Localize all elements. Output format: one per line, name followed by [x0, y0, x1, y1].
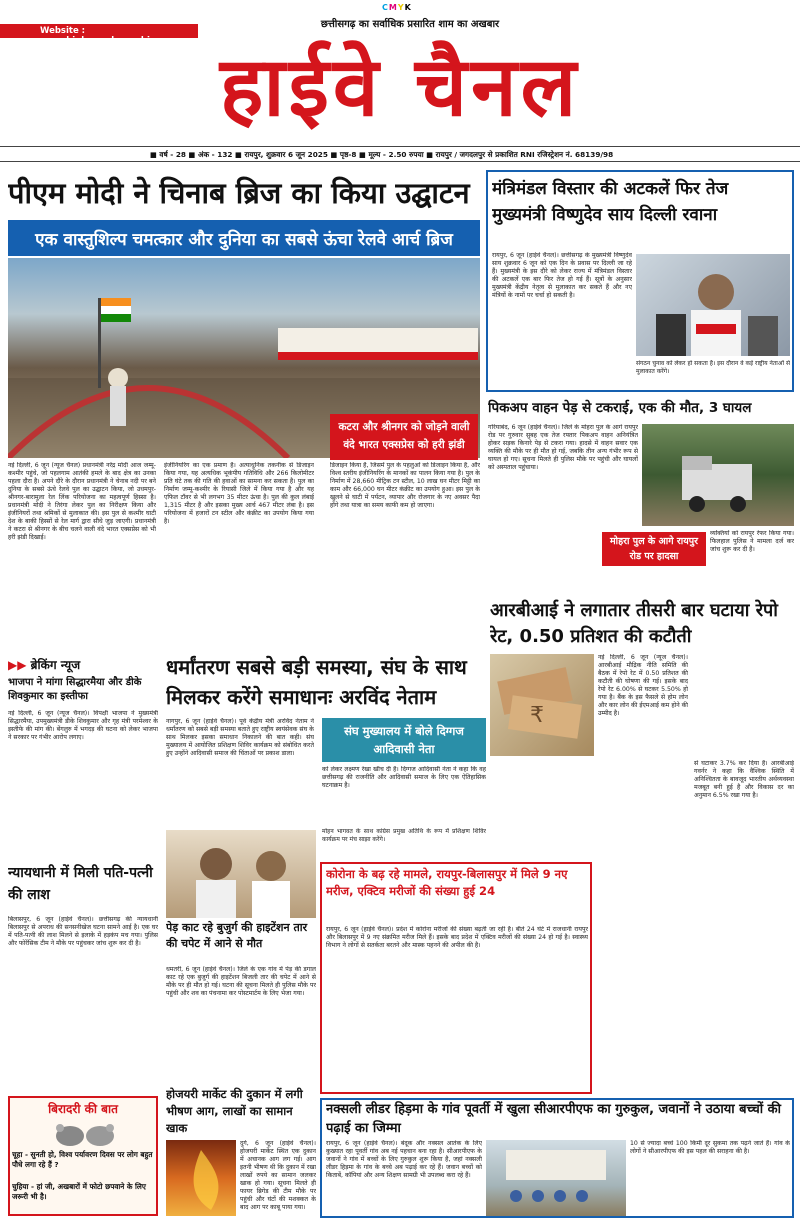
naxal-photo [486, 1140, 626, 1216]
cmyk-c: C [382, 3, 389, 12]
lead-headline: पीएम मोदी ने चिनाब ब्रिज का किया उद्घाटन [8, 176, 470, 210]
netam-box [322, 718, 486, 762]
rupee-notes-illustration [490, 654, 594, 756]
accident-caption [602, 532, 706, 566]
cmyk-m: M [388, 3, 398, 12]
accident-headline: पिकअप वाहन पेड़ से टकराई, एक की मौत, 3 घायल [488, 400, 752, 416]
tree-headline: पेड़ काट रहे बुजुर्ग की हाइटेंशन तार की चपेट में आने से मौत [166, 921, 308, 950]
lead-col-1: नई दिल्ली, 6 जून (न्यूज चैनल) प्रधानमंत्री नरेंद्र मोदी आज जम्मू-कश्मीर पहुंचे, जो पहलगाम आतंकी हमले के बाद क्षेत्र का उनका पहला दौरा है। अपने दौरे के दौरान प्रधानमंत्री ने चेनाब नदी पर बने दुनिया के सबसे ऊंचे रेलवे पुल का उद्घाटन किया, जो उधमपुर-श्रीनगर-बारामुला रेल लिंक परियोजना का महत्वपूर्ण हिस्सा है। प्रधानमंत्री मोदी ने तिरंगा लेकर पुल का निरीक्षण किया और इंजीनियरों तथा श्रमिकों से मुलाकात की। इस पुल से कश्मीर घाटी देश के बाकी हिस्सों से रेल मार्ग द्वारा सीधे जुड़ जाएगी। प्रधानमंत्री ने कटरा से श्रीनगर के बीच चलने वाली वंदे भारत एक्सप्रेस को भी हरी झंडी दिखाई। [8, 462, 156, 541]
website-link[interactable]: Website : www.highwaychannel.in [40, 26, 157, 46]
netam-body-2: को लेकर लक्ष्मण रेखा खींच दी है। दिग्गज आदिवासी नेता ने कहा कि वह छत्तीसगढ़ की राजनीति और आदिवासी समाज के लिए एक ऐतिहासिक घटनाक्रम है। [322, 766, 486, 789]
lead-subhead-text: एक वास्तुशिल्प चमत्कार और दुनिया का सबसे ऊंचा रेलवे आर्च ब्रिज [35, 230, 453, 250]
netam-caption: मोहन भागवत के साथ कांग्रेस प्रमुख अतिथि के रूप में प्रशिक्षण शिविर कार्यक्रम पर मंच साझा करेंगे। [322, 828, 486, 843]
accident-caption-text: मोहरा पुल के आगे रायपुर रोड पर हादसा [609, 536, 699, 562]
cm-photo-illustration [636, 254, 790, 356]
tree-body: धमतरी, 6 जून (हाईवे चैनल)। जिले के एक गांव में पेड़ की डगाल काट रहे एक बुजुर्ग की हाइटेंशन बिजली तार की चपेट में आने से मौके पर ही मौत हो गई। घटना की सूचना मिलते ही पुलिस मौके पर पहुंची और शव का पंचनामा कर पोस्टमार्टम के लिए भेजा गया। [166, 966, 316, 997]
dateline-text: ■ वर्ष - 28 ■ अंक - 132 ■ रायपुर, शुक्रवार 6 जून 2025 ■ पृष्ठ-8 ■ मूल्य - 2.50 रुपया ■ रायपुर / जगदलपुर से प्रकाशित RNI रजिस्ट्रेशन नं. 68139/98 [150, 150, 614, 159]
naxal-body: रायपुर, 6 जून (हाईवे चैनल)। बंदूक और नक्सल आतंक के लिए कुख्यात रहा पूवर्ती गांव अब नई पहचान बना रहा है। सीआरपीएफ के जवानों ने गांव में बच्चों के लिए गुरुकुल शुरू किया है, जहां नक्सली लीडर हिड़मा के गांव के बच्चे अब पढ़ाई कर रहे हैं। जवान बच्चों को किताबें, कॉपियां और अन्य शिक्षण सामग्री भी उपलब्ध करा रहे हैं। [326, 1140, 482, 1179]
cartoon-illustration [40, 1120, 130, 1148]
cabinet-caption: संगठन चुनाव को लेकर हो सकता है। इस दौरान वे कई राष्ट्रीय नेताओं से मुलाकात करेंगे। [636, 360, 790, 375]
fire-headline: होजयरी मार्केट की दुकान में लगी भीषण आग, लाखों का सामान खाक [166, 1087, 303, 1135]
rbi-photo [490, 654, 594, 756]
svg-text:₹: ₹ [530, 703, 544, 728]
naxal-headline: नक्सली लीडर हिड़मा के गांव पूवर्ती में खुला सीआरपीएफ का गुरुकुल, जवानों ने उठाया बच्चों की पढ़ाई का जिम्मा [326, 1102, 781, 1136]
justice-body: बिलासपुर, 6 जून (हाईवे चैनल)। छत्तीसगढ़ की न्यायधानी बिलासपुर से अपराध की सनसनीखेज घटना सामने आई है। एक घर में पति-पत्नी की लाश मिलने से इलाके में हड़कंप मच गया। पुलिस और फोरेंसिक टीम ने मौके पर पहुंचकर जांच शुरू कर दी है। [8, 916, 158, 947]
netam-portrait-illustration [166, 830, 316, 918]
cabinet-headline: मंत्रिमंडल विस्तार की अटकलें फिर तेज मुख्यमंत्री विष्णुदेव साय दिल्ली रवाना [492, 179, 729, 225]
netam-body-1: नागपुर, 6 जून (हाईवे चैनल)। पूर्व केंद्रीय मंत्री अरविंद नेताम ने धर्मांतरण को सबसे बड़ी समस्या बताते हुए राष्ट्रीय स्वयंसेवक संघ के साथ मिलकर इसका समाधान निकालने की बात कही। संघ मुख्यालय में आयोजित प्रशिक्षण शिविर कार्यक्रम को संबोधित करते हुए उन्होंने आदिवासी समाज की चिंताओं पर प्रकाश डाला। [166, 718, 314, 757]
lead-subhead [8, 220, 480, 256]
breaking-label [8, 656, 158, 672]
lead-col-2: इंजीनियरिंग का एक प्रमाण है। अत्याधुनिक तकनीक से डिजाइन किया गया, यह अत्यधिक भूकंपीय गतिविधि और 266 किलोमीटर प्रति घंटे तक की गति की हवाओं का सामना कर सकता है। पुल का निर्माण जम्मू-कश्मीर के रियासी जिले में किया गया है और यह एफिल टॉवर से भी लगभग 35 मीटर ऊंचा है। पुल की कुल लंबाई 1,315 मीटर है और इसका मुख्य आर्च 467 मीटर लंबा है। इस परियोजना में हजारों टन स्टील और कंक्रीट का उपयोग किया गया है। [164, 462, 314, 525]
masthead-title: हाईवे चैनल [219, 40, 581, 135]
website-banner[interactable] [0, 24, 198, 46]
accident-photo [642, 424, 794, 526]
accident-side: व्यक्तियों को रायपुर रेफर किया गया। फिलहाल पुलिस ने मामला दर्ज कर जांच शुरू कर दी है। [710, 530, 794, 553]
cmyk-y: Y [397, 3, 405, 12]
masthead-tagline: छत्तीसगढ़ का सर्वाधिक प्रसारित शाम का अखबार [320, 19, 500, 30]
fire-photo [166, 1140, 236, 1216]
netam-box-text: संघ मुख्यालय में बोले दिग्गज आदिवासी नेता [344, 724, 464, 756]
cabinet-body: रायपुर, 6 जून (हाईवे चैनल)। छत्तीसगढ़ के मुख्यमंत्री विष्णुदेव साय शुक्रवार 6 जून को एक दिन के प्रवास पर दिल्ली जा रहे हैं। मुख्यमंत्री के इस दौरे को लेकर राज्य में मंत्रिमंडल विस्तार की अटकलें एक बार फिर तेज हो गई हैं। सूत्रों के अनुसार मुख्यमंत्री केंद्रीय नेतृत्व से मुलाकात कर सकते हैं और नए मंत्रियों के नामों पर चर्चा हो सकती है। [492, 252, 632, 299]
justice-headline: न्यायधानी में मिली पति-पत्नी की लाश [8, 865, 153, 903]
fire-icon [166, 1140, 236, 1216]
breaking-arrow-icon: ▶▶ [8, 658, 27, 672]
breaking-headline: भाजपा ने मांगा सिद्धारमैया और डीके शिवकुमार का इस्तीफा [8, 677, 142, 702]
netam-headline: धर्मांतरण सबसे बड़ी समस्या, संघ के साथ मिलकर करेंगे समाधानः अरविंद नेताम [166, 655, 467, 709]
cmyk-marker-top [382, 3, 412, 12]
school-illustration [486, 1140, 626, 1216]
cartoon-line-2: चुहिया - हां जी, अखबारों में फोटो छपवाने के लिए जरूरी भी है। [12, 1182, 146, 1201]
cartoon-title: बिरादरी की बात [48, 1102, 118, 1116]
breaking-label-text: ब्रेकिंग न्यूज [30, 658, 81, 672]
lead-photo-caption [330, 414, 478, 460]
covid-headline: कोरोना के बढ़ रहे मामले, रायपुर-बिलासपुर में मिले 9 नए मरीज, एक्टिव मरीजों की संख्या हुई 24 [326, 867, 568, 898]
rbi-headline: आरबीआई ने लगातार तीसरी बार घटाया रेपो रेट, 0.50 प्रतिशत की कटौती [490, 600, 778, 647]
cartoon-line-1: चूहा - सुनती हो, विश्व पर्यावरण दिवस पर लोग बहुत पौधे लगा रहे हैं ? [12, 1150, 153, 1169]
accident-body: गरियाबंद, 6 जून (हाईवे चैनल)। जिले के मोहरा पुल के आगे रायपुर रोड पर गुरुवार सुबह एक तेज रफ्तार पिकअप वाहन अनियंत्रित होकर सड़क किनारे पेड़ से टकरा गया। हादसे में वाहन सवार एक व्यक्ति की मौके पर ही मौत हो गई, जबकि तीन अन्य गंभीर रूप से घायल हो गए। सूचना मिलते ही पुलिस मौके पर पहुंची और घायलों को अस्पताल पहुंचाया। [488, 424, 638, 471]
truck-illustration [642, 424, 794, 526]
covid-body: रायपुर, 6 जून (हाईवे चैनल)। प्रदेश में कोरोना मरीजों की संख्या बढ़ती जा रही है। बीते 24 घंटे में राजधानी रायपुर और बिलासपुर में 9 नए संक्रमित मरीज मिले हैं। इसके बाद प्रदेश में एक्टिव मरीजों की संख्या 24 हो गई है। स्वास्थ्य विभाग ने लोगों से सतर्कता बरतने और मास्क पहनने की अपील की है। [326, 926, 588, 949]
lead-col-3: डिजाइन किया है, जिसमें पुल के पहलुओं को डिजाइन किया है, और विश्व स्तरीय इंजीनियरिंग के मानकों का पालन किया गया है। पुल के निर्माण में 28,660 मीट्रिक टन स्टील, 10 लाख घन मीटर मिट्टी का काम और 66,000 घन मीटर कंक्रीट का उपयोग हुआ। इस पुल के खुलने से घाटी में पर्यटन, व्यापार और रोजगार के नए अवसर पैदा होंगे तथा यात्रा का समय काफी कम हो जाएगा। [330, 462, 480, 509]
fire-body: दुर्ग, 6 जून (हाईवे चैनल)। होजयरी मार्केट स्थित एक दुकान में अचानक आग लग गई। आग इतनी भीषण थी कि दुकान में रखा लाखों रुपये का सामान जलकर खाक हो गया। सूचना मिलते ही फायर ब्रिगेड की टीम मौके पर पहुंची और घंटों की मशक्कत के बाद आग पर काबू पाया गया। [240, 1140, 316, 1211]
breaking-body: नई दिल्ली, 6 जून (न्यूज चैनल)। विपक्षी भाजपा ने मुख्यमंत्री सिद्धारमैया, उपमुख्यमंत्री डीके शिवकुमार और गृह मंत्री परमेश्वर के इस्तीफे की मांग की। बेंगलुरु में भगदड़ की घटना को लेकर भाजपा ने सरकार पर गंभीर आरोप लगाए। [8, 710, 158, 741]
rbi-body-1: नई दिल्ली, 6 जून (न्यूज चैनल)। आरबीआई मौद्रिक नीति समिति की बैठक में रेपो रेट में 0.50 प्रतिशत की कटौती की घोषणा की गई। इसके बाद रेपो रेट 6.00% से घटकर 5.50% हो गया है। बैंक के इस फैसले से होम लोन और कार लोन की ईएमआई कम होने की उम्मीद है। [598, 654, 688, 717]
naxal-body-2: 10 से ज्यादा बच्चे 100 किमी दूर सुकमा तक पढ़ने जाते हैं। गांव के लोगों ने सीआरपीएफ की इस पहल की सराहना की है। [630, 1140, 790, 1155]
cmyk-k: K [404, 3, 412, 12]
rbi-body-2: से घटाकर 3.7% कर दिया है। आरबीआई गवर्नर ने कहा कि वैश्विक स्थिति में अनिश्चितता के बावजूद भारतीय अर्थव्यवस्था मजबूत बनी हुई है और विकास दर का अनुमान 6.5% रखा गया है। [694, 760, 794, 799]
lead-caption-text: कटरा और श्रीनगर को जोड़ने वाली वंदे भारत एक्सप्रेस को हरी झंडी [338, 421, 470, 451]
mouse-icon [40, 1120, 130, 1148]
cabinet-photo [636, 254, 790, 356]
masthead-dateline [0, 146, 800, 162]
netam-photo [166, 830, 316, 918]
